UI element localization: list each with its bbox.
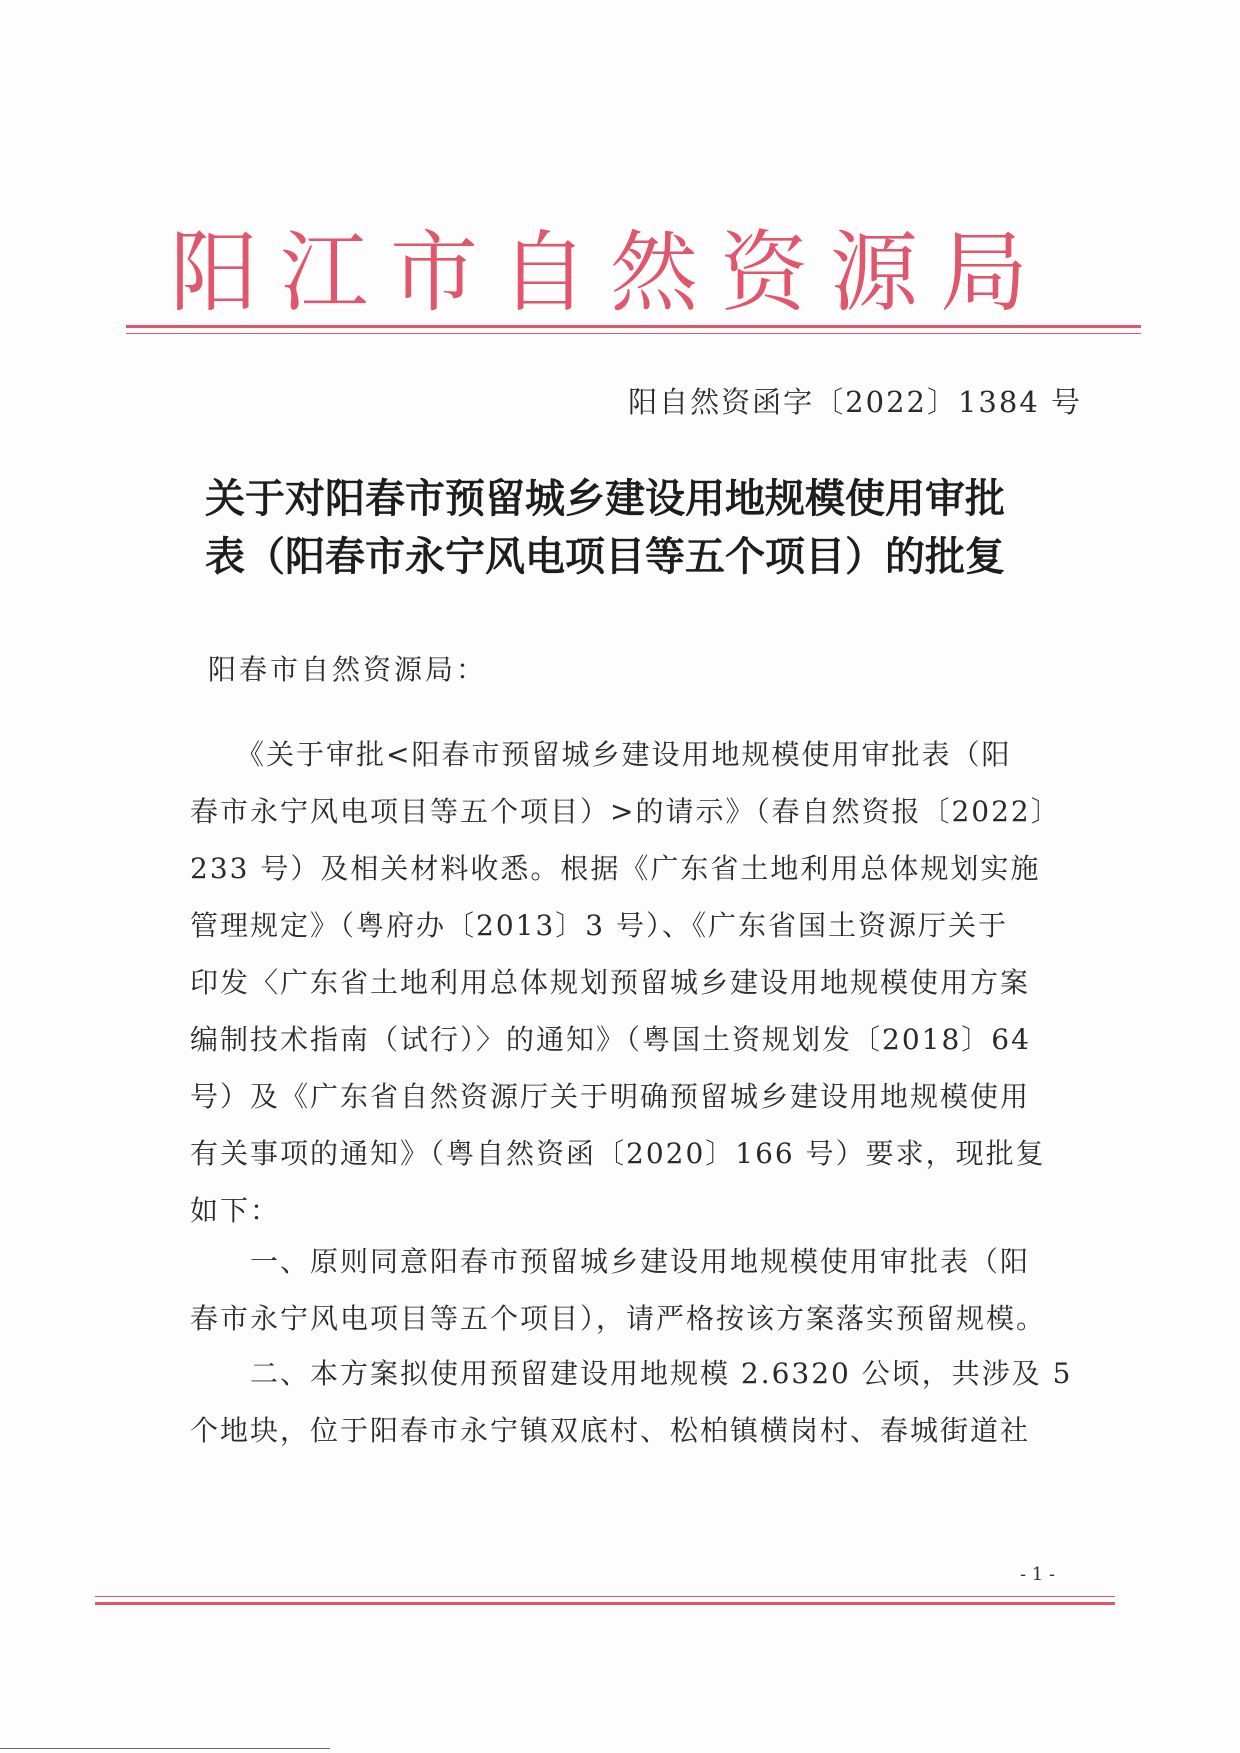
body-line: 个地块，位于阳春市永宁镇双底村、松柏镇横岗村、春城街道社 <box>190 1414 1031 1447</box>
body-line: 233 号）及相关材料收悉。根据《广东省土地利用总体规划实施 <box>190 852 1041 885</box>
body-line: 管理规定》（粤府办〔2013〕3 号）、《广东省国土资源厅关于 <box>190 909 1008 942</box>
body-line: 春市永宁风电项目等五个项目）>的请示》（春自然资报〔2022〕 <box>190 795 1061 828</box>
footer-red-rule-thin <box>95 1596 1115 1597</box>
body-line: 号）及《广东省自然资源厅关于明确预留城乡建设用地规模使用 <box>190 1080 1031 1113</box>
scan-artifact-line <box>0 1748 330 1749</box>
body-line: 编制技术指南（试行）〉的通知》（粤国土资规划发〔2018〕64 <box>190 1023 1031 1056</box>
body-paragraph-3 <box>190 1345 1075 1459</box>
body-paragraph-2 <box>190 1233 1075 1347</box>
header-red-rule-thick <box>126 325 1141 328</box>
footer-red-rule-thick <box>95 1602 1115 1605</box>
body-line: 《关于审批<阳春市预留城乡建设用地规模使用审批表（阳 <box>190 738 1012 771</box>
body-line: 春市永宁风电项目等五个项目），请严格按该方案落实预留规模。 <box>190 1302 1047 1335</box>
body-line: 有关事项的通知》（粤自然资函〔2020〕166 号）要求，现批复 <box>190 1137 1046 1170</box>
issuing-authority-header: 阳江市自然资源局 <box>170 221 1051 324</box>
document-title <box>205 470 1105 586</box>
body-line: 如下： <box>190 1194 281 1227</box>
body-line: 一、原则同意阳春市预留城乡建设用地规模使用审批表（阳 <box>190 1245 1031 1278</box>
header-red-rule-thin <box>126 333 1141 334</box>
document-title-line-2: 表（阳春市永宁风电项目等五个项目）的批复 <box>205 534 1005 580</box>
body-line: 二、本方案拟使用预留建设用地规模 2.6320 公顷，共涉及 5 <box>190 1357 1073 1390</box>
body-line: 印发〈广东省土地利用总体规划预留城乡建设用地规模使用方案 <box>190 966 1031 999</box>
addressee: 阳春市自然资源局： <box>208 653 488 686</box>
body-paragraph-1 <box>190 726 1075 1239</box>
document-number: 阳自然资函字〔2022〕1384 号 <box>628 385 1082 419</box>
document-title-line-1: 关于对阳春市预留城乡建设用地规模使用审批 <box>205 476 1005 522</box>
page-number: - 1 - <box>1020 1564 1056 1585</box>
